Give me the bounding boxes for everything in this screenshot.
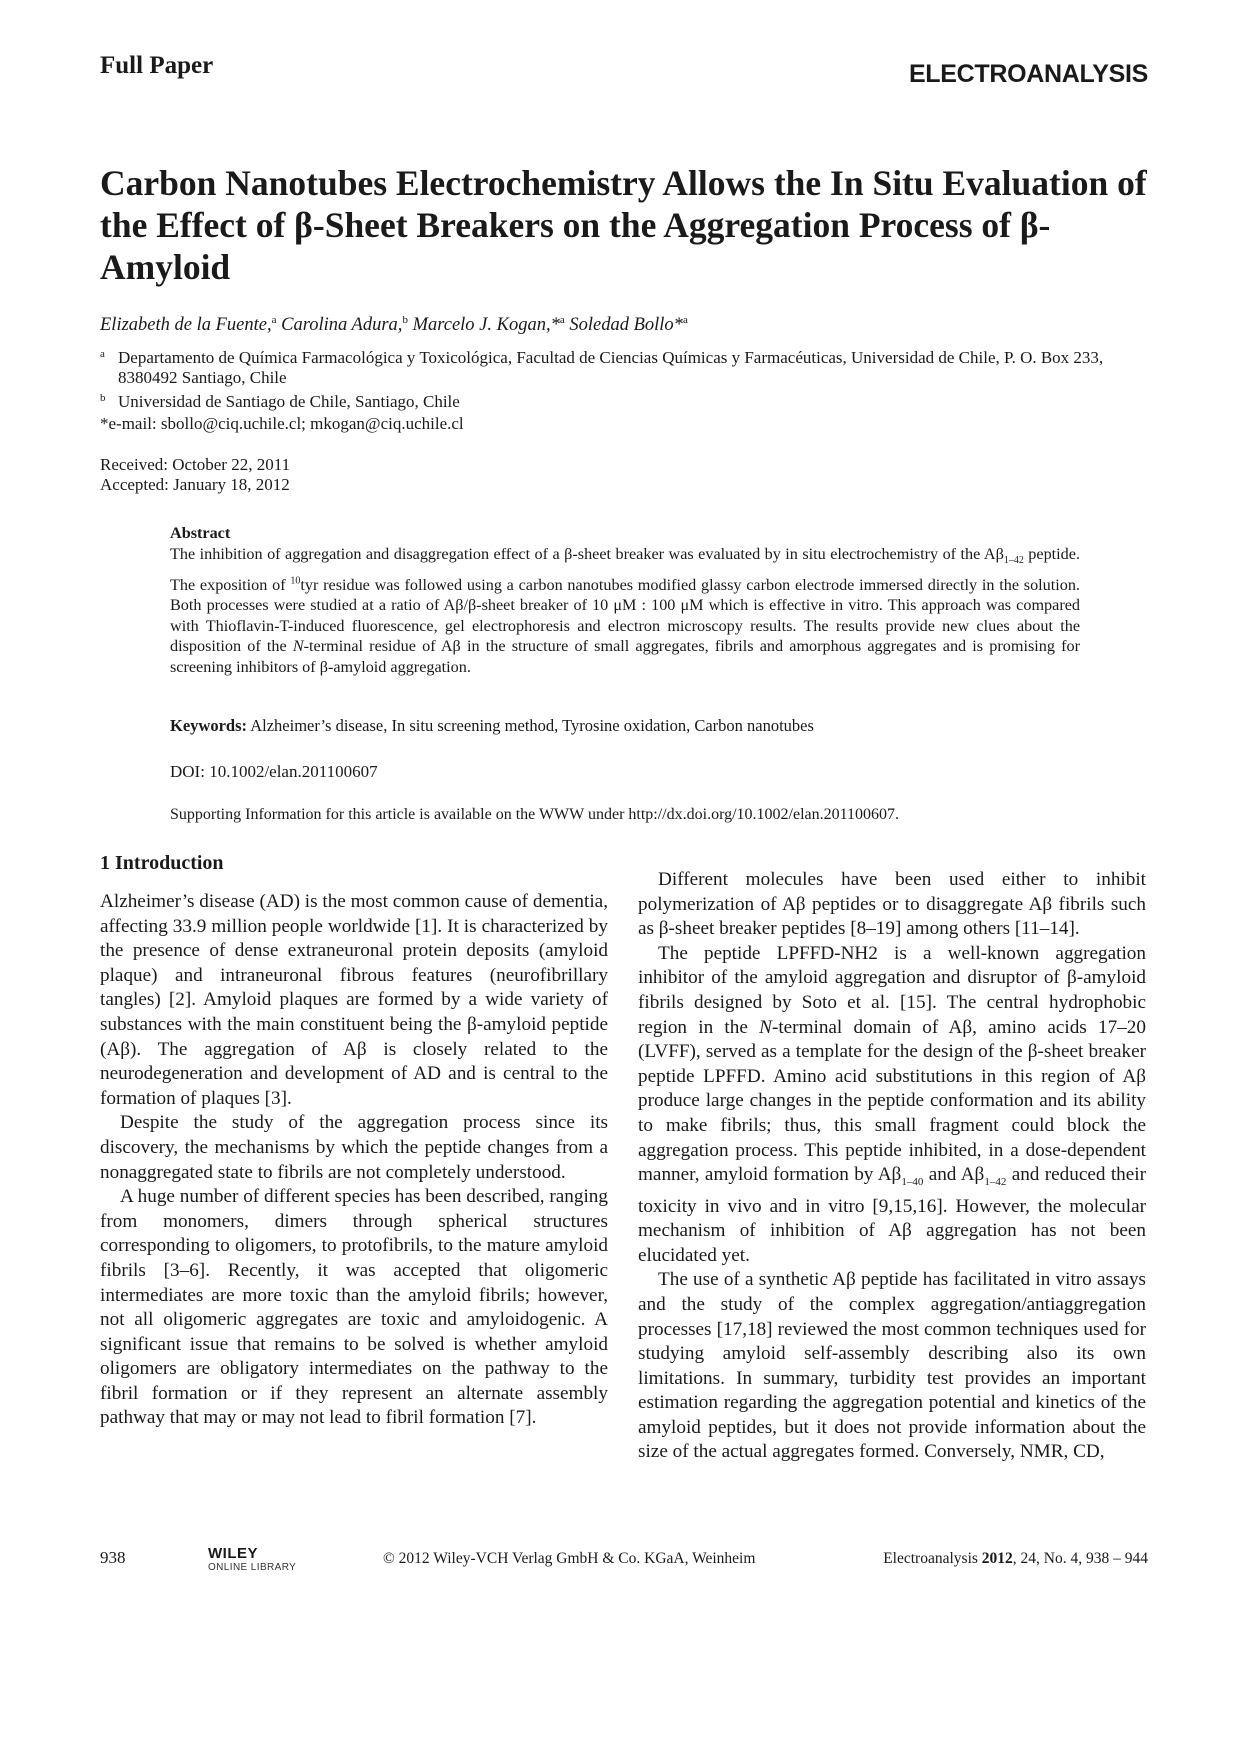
paragraph: The peptide LPFFD-NH2 is a well-known aggregation inhibitor of the amyloid aggregation and disruptor of β-amyloid fibrils designed by Soto et al. [15]. The central hydrophobic region in the N-terminal domain of Aβ, amino acids 17–20 (LVFF), served as a template for the design of the β-sheet breaker peptide LPFFD. Amino acid substitutions in this region of Aβ produce large changes in the peptide conformation and its ability to make fibrils; thus, this small fragment could block the aggregation process. This peptide inhibited, in a dose-dependent manner, amyloid formation by $A\beta_{1-40}$ and $A\beta_{1-42}$ and reduced their toxicity in vivo and in vitro [9,15,16]. However, the molecular mechanism of inhibition of Aβ aggregation has not been elucidated yet.: [638, 942, 1147, 1266]
abstract-text: The inhibition of aggregation and disaggregation effect of a β-sheet breaker was evaluated by in situ electrochemistry of the $A\beta_{1-42}$ peptide. The exposition of $^{10}$tyr residue was followed using a carbon nanotubes modified glassy carbon electrode immersed directly in the solution. Both processes were studied at a ratio of Aβ/β-sheet breaker of 10 μM : 100 μM which is effective in vitro. This approach was compared with Thioflavin-T-induced fluorescence, gel electrophoresis and electron microscopy results. The results provide new clues about the disposition of the N-terminal residue of Aβ in the structure of small aggregates, fibrils and amorphous aggregates and is promising for screening inhibitors of β-amyloid aggregation.: [170, 544, 1080, 676]
left-column: [100, 890, 608, 1431]
doi: DOI: 10.1002/elan.201100607: [170, 762, 378, 781]
corresponding-email: *e-mail: sbollo@ciq.uchile.cl; mkogan@ciq.uchile.cl: [100, 414, 464, 433]
right-column: [638, 868, 1146, 1465]
accepted-date: Accepted: January 18, 2012: [100, 475, 290, 494]
journal-name-header: ELECTROANALYSIS: [908, 60, 1148, 88]
author: Marcelo J. Kogan,*$^a$: [412, 314, 565, 336]
article-dates: [100, 455, 290, 495]
paper-title: Carbon Nanotubes Electrochemistry Allows the In Situ Evaluation of the Effect of β-Sheet Breakers on the Aggregation Process of β-Amyloid: [100, 163, 1147, 287]
abstract-block: [170, 523, 1080, 677]
paragraph: Alzheimer’s disease (AD) is the most common cause of dementia, affecting 33.9 million people worldwide [1]. It is characterized by the presence of dense extraneuronal protein deposits (amyloid plaque) and intraneuronal fibrous features (neurofibrillary tangles) [2]. Amyloid plaques are formed by a wide variety of substances with the main constituent being the β-amyloid peptide (Aβ). The aggregation of Aβ is closely related to the neurodegeneration and development of AD and is central to the formation of plaques [3].: [100, 891, 608, 1109]
abstract-heading: Abstract: [170, 524, 231, 542]
page-number: 938: [100, 1548, 126, 1567]
page-footer: [0, 1546, 1241, 1586]
author: Elizabeth de la Fuente,$^a$: [100, 314, 277, 336]
author: Carolina Adura,$^b$: [281, 314, 408, 336]
wiley-online-library-logo: WILEY ONLINE LIBRARY: [208, 1545, 297, 1573]
copyright-notice: © 2012 Wiley-VCH Verlag GmbH & Co. KGaA, Weinheim: [383, 1550, 756, 1567]
paragraph: Despite the study of the aggregation process since its discovery, the mechanisms by which the peptide changes from a nonaggregated state to fibrils are not completely understood.: [100, 1112, 608, 1183]
affiliation-a: a Departamento de Química Farmacológica y Toxicológica, Facultad de Ciencias Químicas y Farmacéuticas, Universidad de Chile, P. O. Box 233, 8380492 Santiago, Chile: [100, 348, 1104, 387]
affiliation-b: b Universidad de Santiago de Chile, Santiago, Chile: [100, 392, 460, 411]
received-date: Received: October 22, 2011: [100, 455, 291, 474]
supporting-information: Supporting Information for this article is available on the WWW under http://dx.doi.org/10.1002/elan.201100607.: [170, 806, 900, 823]
running-header-section: Full Paper: [100, 52, 214, 79]
keywords: Keywords: Alzheimer’s disease, In situ screening method, Tyrosine oxidation, Carbon nanotubes: [170, 716, 814, 735]
paragraph: A huge number of different species has been described, ranging from monomers, dimers through spherical structures corresponding to oligomers, to protofibrils, to the mature amyloid fibrils [3–6]. Recently, it was accepted that oligomeric intermediates are more toxic than the amyloid fibrils; however, not all oligomeric aggregates are toxic and amyloidogenic. A significant issue that remains to be solved is whether amyloid oligomers are obligatory intermediates on the pathway to the fibril formation or if they represent an alternate assembly pathway that may or may not lead to fibril formation [7].: [100, 1186, 608, 1429]
journal-citation: Electroanalysis 2012, 24, No. 4, 938 – 944: [883, 1550, 1148, 1567]
section-heading-introduction: 1 Introduction: [100, 852, 224, 874]
paragraph: The use of a synthetic Aβ peptide has facilitated in vitro assays and the study of the complex aggregation/antiaggregation processes [17,18] reviewed the most common techniques used for studying amyloid self-assembly describing also its own limitations. In summary, turbidity test provides an important estimation regarding the aggregation potential and kinetics of the amyloid peptides, but it does not provide information about the size of the actual aggregates formed. Conversely, NMR, CD,: [638, 1269, 1146, 1463]
author-list: [100, 314, 688, 336]
paragraph: Different molecules have been used either to inhibit polymerization of Aβ peptides or to disaggregate Aβ fibrils such as β-sheet breaker peptides [8–19] among others [11–14].: [638, 869, 1146, 940]
author: Soledad Bollo*$^a$: [569, 314, 688, 336]
